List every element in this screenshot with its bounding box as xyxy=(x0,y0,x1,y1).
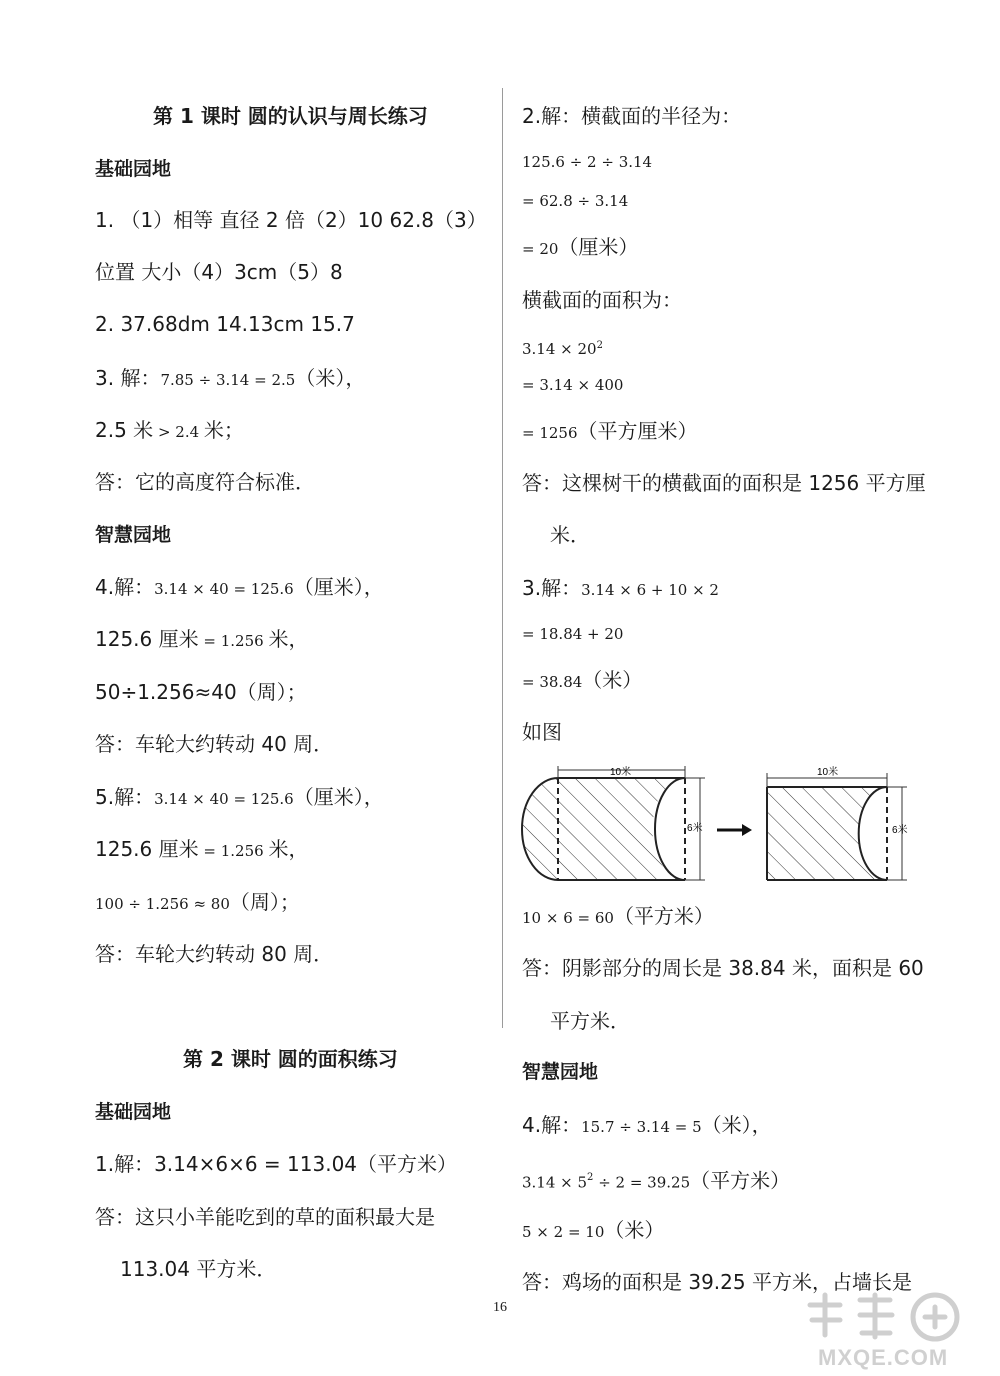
area-answer-4-step1-unit: （平方米） xyxy=(690,1168,791,1193)
page-number: 16 xyxy=(493,1300,507,1315)
watermark-text: MXQE.COM xyxy=(818,1345,949,1370)
area-answer-3-label: 3.解： xyxy=(522,576,582,600)
column-divider xyxy=(502,88,503,1028)
area-answer-3-step2 xyxy=(522,667,642,695)
answer-3 xyxy=(95,365,365,393)
answer-4c: 50÷1.256≈40（周）； xyxy=(95,680,307,704)
answer-3b-math: > 2.4 xyxy=(153,423,204,441)
answer-5d: 答：车轮大约转动 80 周． xyxy=(95,942,334,966)
area-answer-4-step1-base: 3.14 × 5 xyxy=(522,1173,588,1192)
area-answer-4-conclusion: 答：鸡场的面积是 39.25 平方米，占墙长是 xyxy=(522,1270,912,1294)
area-answer-2-step6-unit: （平方厘米） xyxy=(577,419,698,443)
answer-5-math: 3.14 × 40 = 125.6 xyxy=(154,790,294,808)
area-answer-4-step1-rest: ÷ 2 = 39.25 xyxy=(593,1173,691,1192)
answer-4-math: 3.14 × 40 = 125.6 xyxy=(154,580,294,598)
answer-5c-unit: （周）； xyxy=(229,890,300,914)
figure-left-height-label: 6米 xyxy=(687,823,703,834)
area-answer-3 xyxy=(522,575,719,603)
area-answer-3-step3-unit: （平方米） xyxy=(613,904,714,928)
area-answer-4-label: 4.解： xyxy=(522,1113,582,1137)
answer-3b-unit: 米； xyxy=(203,418,244,442)
answer-3-label: 3. 解： xyxy=(95,366,161,390)
area-answer-1a: 答：这只小羊能吃到的草的面积最大是 xyxy=(95,1205,435,1229)
area-answer-4-step2-unit: （米） xyxy=(604,1218,665,1242)
figure-right-width-label: 10米 xyxy=(817,767,839,778)
answer-1b: 位置 大小（4）3cm（5）8 xyxy=(95,260,343,284)
area-answer-4-math: 15.7 ÷ 3.14 = 5 xyxy=(581,1118,702,1136)
area-answer-2-step1: 125.6 ÷ 2 ÷ 3.14 xyxy=(522,153,653,171)
answer-4d: 答：车轮大约转动 40 周． xyxy=(95,732,334,756)
area-answer-3-conclusion-b: 平方米． xyxy=(550,1009,630,1033)
answer-4b-math: = 1.256 xyxy=(198,632,269,650)
answer-3c: 答：它的高度符合标准． xyxy=(95,470,315,494)
area-answer-2-step5: = 3.14 × 400 xyxy=(522,376,624,394)
area-answer-4-step2-math: 5 × 2 = 10 xyxy=(522,1223,605,1241)
area-answer-3-step3 xyxy=(522,903,714,931)
answer-5c xyxy=(95,889,300,917)
area-answer-3-math: 3.14 × 6 + 10 × 2 xyxy=(581,581,719,599)
answer-4b xyxy=(95,626,308,654)
answer-3b-text: 2.5 米 xyxy=(95,418,154,442)
figure-caption: 如图 xyxy=(522,720,562,744)
area-answer-2-step3-math: = 20 xyxy=(522,240,559,258)
area-answer-3-step2-math: = 38.84 xyxy=(522,673,583,691)
figure-right-height-label: 6米 xyxy=(892,825,908,836)
section-smart-2: 智慧园地 xyxy=(522,1061,599,1083)
answer-3-math: 7.85 ÷ 3.14 = 2.5 xyxy=(160,371,296,389)
section-basic-1: 基础园地 xyxy=(95,158,172,180)
answer-5b xyxy=(95,836,308,864)
answer-5 xyxy=(95,784,384,812)
area-answer-3-conclusion-a: 答：阴影部分的周长是 38.84 米，面积是 60 xyxy=(522,956,924,980)
answer-5-label: 5.解： xyxy=(95,785,155,809)
answer-3-unit: （米）， xyxy=(295,366,366,390)
answer-4 xyxy=(95,574,384,602)
answer-3b xyxy=(95,417,244,445)
area-answer-2-step3 xyxy=(522,234,638,262)
area-answer-1: 1.解：3.14×6×6 = 113.04（平方米） xyxy=(95,1152,458,1176)
area-answer-4-step1-exp: 2 xyxy=(587,1172,594,1183)
area-answer-2-conclusion-b: 米． xyxy=(550,523,590,547)
answer-1a: 1. （1）相等 直径 2 倍（2）10 62.8（3） xyxy=(95,208,487,232)
lesson2-title: 第 2 课时 圆的面积练习 xyxy=(183,1047,398,1071)
answer-5b-math: = 1.256 xyxy=(198,842,269,860)
area-answer-2-step4-base: 3.14 × 20 xyxy=(522,340,597,358)
answer-5c-math: 100 ÷ 1.256 ≈ 80 xyxy=(95,895,230,913)
area-answer-2-step6-math: = 1256 xyxy=(522,424,578,442)
area-answer-3-step1: = 18.84 + 20 xyxy=(522,625,624,643)
lesson1-title: 第 1 课时 圆的认识与周长练习 xyxy=(153,104,428,128)
area-answer-4-step1 xyxy=(522,1165,790,1196)
area-answer-4-step2 xyxy=(522,1217,664,1245)
area-answer-2-step4-exp: 2 xyxy=(596,340,603,351)
area-answer-2-step4 xyxy=(522,333,603,362)
shaded-region-figure xyxy=(520,763,930,888)
answer-5b-unit: 米， xyxy=(268,837,309,861)
answer-4-label: 4.解： xyxy=(95,575,155,599)
area-answer-2-step3-unit: （厘米） xyxy=(558,235,639,259)
answer-4-unit: （厘米）， xyxy=(293,575,384,599)
area-answer-3-step3-math: 10 × 6 = 60 xyxy=(522,909,614,927)
area-answer-2-subtitle: 横截面的面积为： xyxy=(522,288,682,312)
answer-4b-text: 125.6 厘米 xyxy=(95,627,199,651)
section-smart-1: 智慧园地 xyxy=(95,524,172,546)
answer-4b-unit: 米， xyxy=(268,627,309,651)
area-answer-4-unit: （米）， xyxy=(701,1113,772,1137)
area-answer-3-step2-unit: （米） xyxy=(582,668,643,692)
area-answer-2-step6 xyxy=(522,418,698,446)
answer-2: 2. 37.68dm 14.13cm 15.7 xyxy=(95,312,355,336)
area-answer-2-conclusion-a: 答：这棵树干的横截面的面积是 1256 平方厘 xyxy=(522,471,926,495)
figure-left-width-label: 10米 xyxy=(610,767,632,778)
answer-5-unit: （厘米）， xyxy=(293,785,384,809)
area-answer-2-step2: = 62.8 ÷ 3.14 xyxy=(522,192,629,210)
area-answer-2: 2.解：横截面的半径为： xyxy=(522,104,742,128)
answer-5b-text: 125.6 厘米 xyxy=(95,837,199,861)
section-basic-2: 基础园地 xyxy=(95,1101,172,1123)
area-answer-4 xyxy=(522,1112,772,1140)
area-answer-1b: 113.04 平方米． xyxy=(120,1257,277,1281)
arrow-right-icon xyxy=(717,824,752,836)
